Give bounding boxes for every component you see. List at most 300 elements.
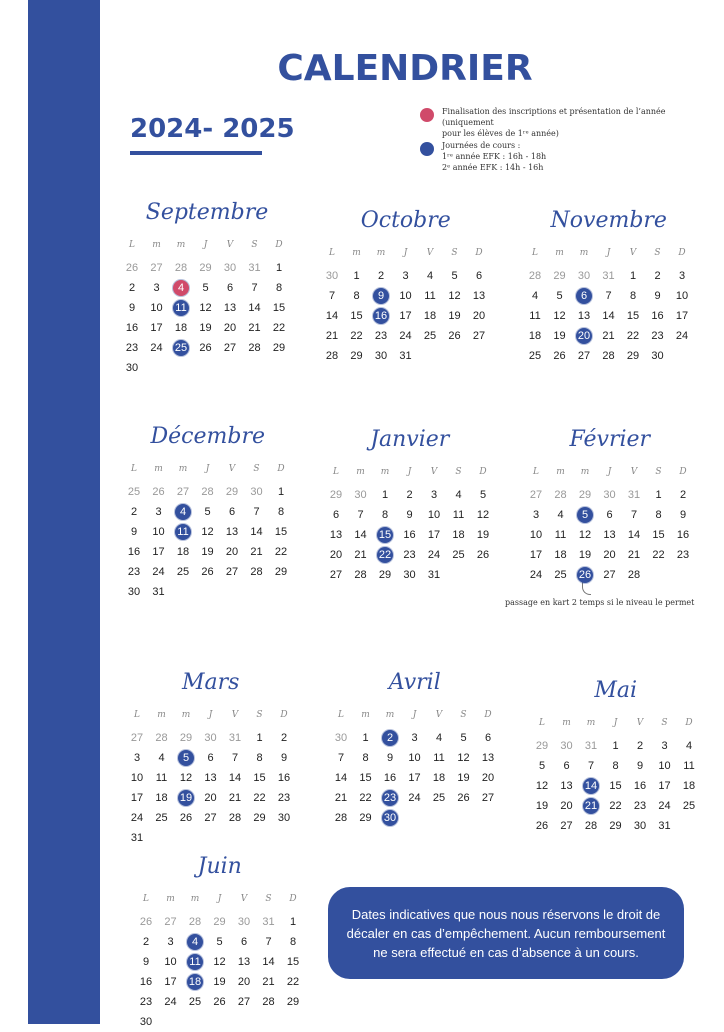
weekday-label: L [333, 467, 339, 477]
calendar-day: 9 [654, 290, 661, 302]
previous-month-day: 27 [130, 732, 144, 744]
weekday-label: V [435, 710, 443, 720]
calendar-day: 27 [225, 566, 239, 578]
previous-month-day: 31 [584, 740, 598, 752]
calendar-day: 13 [560, 780, 573, 792]
calendar-day: 24 [427, 549, 441, 561]
calendar-day: 25 [432, 792, 446, 804]
calendar-day: 1 [256, 732, 263, 744]
calendar-day: 8 [289, 936, 297, 948]
previous-month-day: 31 [602, 270, 615, 282]
calendar-day: 19 [213, 976, 226, 988]
previous-month-day: 29 [179, 732, 193, 744]
weekday-label: m [356, 467, 365, 477]
calendar-day: 13 [481, 752, 495, 764]
weekday-label: S [455, 467, 462, 477]
calendar-day: 1 [275, 262, 283, 274]
month-name: Février [569, 427, 651, 452]
calendar-day: 2 [406, 489, 413, 501]
calendar-day: 2 [654, 270, 661, 282]
previous-month-day: 29 [329, 489, 343, 501]
calendar-day: 10 [130, 772, 144, 784]
calendar-day: 20 [481, 772, 495, 784]
calendar-day: 31 [399, 350, 412, 362]
calendar-day: 5 [202, 282, 209, 294]
calendar-day: 22 [253, 792, 266, 804]
previous-month-day: 31 [262, 916, 275, 928]
calendar-day: 2 [280, 732, 288, 744]
previous-month-day: 26 [152, 486, 165, 498]
calendar-day: 5 [460, 732, 467, 744]
calendar-day: 9 [386, 752, 394, 764]
calendar-day: 25 [423, 330, 437, 342]
previous-month-day: 28 [174, 262, 188, 274]
month-name: Octobre [360, 208, 451, 233]
weekday-label: S [253, 464, 260, 474]
calendar-day: 26 [448, 330, 461, 342]
calendar-day: 24 [130, 812, 144, 824]
calendar-day: 8 [362, 752, 369, 764]
weekday-label: V [240, 894, 248, 904]
weekday-label: L [143, 894, 149, 904]
previous-month-day: 27 [529, 489, 543, 501]
calendar-day: 6 [228, 506, 236, 518]
calendar-day: 20 [329, 549, 343, 561]
calendar-day: 16 [383, 772, 397, 784]
previous-month-day: 30 [334, 732, 348, 744]
calendar-day: 2 [679, 489, 687, 501]
calendar-day: 17 [164, 976, 177, 988]
previous-month-day: 30 [560, 740, 573, 752]
previous-month-day: 27 [176, 486, 190, 498]
calendar-day: 3 [153, 282, 160, 294]
calendar-day: 9 [679, 509, 687, 521]
calendar-day: 15 [609, 780, 622, 792]
calendar-day: 21 [250, 546, 263, 558]
weekday-label: S [251, 240, 258, 250]
calendar-day: 22 [652, 549, 665, 561]
weekday-label: J [412, 710, 417, 720]
calendar-day: 6 [484, 732, 492, 744]
calendar-day: 12 [199, 302, 212, 314]
previous-month-day: 28 [188, 916, 202, 928]
calendar-day: 15 [359, 772, 372, 784]
calendar-day: 1 [612, 740, 619, 752]
legend-event-dot [420, 108, 434, 122]
calendar-day: 26 [213, 996, 226, 1008]
course-day: 14 [579, 776, 603, 796]
calendar-day: 13 [223, 302, 237, 314]
calendar-day: 22 [609, 800, 622, 812]
calendar-day: 30 [651, 350, 664, 362]
calendar-day: 6 [606, 509, 613, 521]
weekday-label: J [606, 248, 611, 258]
calendar-day: 15 [272, 302, 286, 314]
calendar-day: 29 [274, 566, 288, 578]
calendar-day: 24 [658, 800, 671, 812]
weekday-label: m [580, 467, 590, 477]
calendar-day: 18 [176, 546, 190, 558]
calendar-day: 5 [556, 290, 563, 302]
course-day: 21 [579, 796, 603, 816]
weekday-label: D [484, 710, 492, 720]
calendar-day: 10 [152, 526, 165, 538]
calendar-day: 20 [225, 546, 239, 558]
calendar-day: 14 [354, 529, 367, 541]
calendar-day: 22 [359, 792, 372, 804]
weekday-label: J [203, 240, 208, 250]
calendar-day: 27 [204, 812, 217, 824]
calendar-day: 23 [139, 996, 153, 1008]
calendar-day: 17 [427, 529, 441, 541]
calendar-day: 30 [633, 820, 647, 832]
calendar-day: 28 [584, 820, 598, 832]
previous-month-day: 28 [201, 486, 214, 498]
calendar-day: 23 [277, 792, 291, 804]
calendar-day: 21 [228, 792, 242, 804]
calendar-day: 10 [150, 302, 163, 314]
calendar-day: 4 [531, 290, 539, 302]
previous-month-day: 28 [528, 270, 542, 282]
weekday-label: S [654, 248, 661, 258]
calendar-day: 20 [237, 976, 251, 988]
calendar-day: 14 [602, 310, 615, 322]
calendar-day: 19 [448, 310, 461, 322]
calendar-day: 4 [426, 270, 434, 282]
calendar-day: 23 [633, 800, 647, 812]
previous-month-day: 30 [577, 270, 591, 282]
calendar-day: 18 [432, 772, 446, 784]
calendar-day: 15 [253, 772, 266, 784]
calendar-day: 29 [626, 350, 640, 362]
calendar-day: 6 [207, 752, 214, 764]
weekday-label: L [532, 248, 538, 258]
calendar-day: 5 [479, 489, 487, 501]
weekday-label: L [539, 718, 545, 728]
calendar-day: 9 [636, 760, 644, 772]
weekday-label: V [629, 248, 637, 258]
course-day: 4 [183, 932, 207, 952]
calendar-day: 11 [452, 509, 465, 521]
calendar-day: 7 [251, 282, 258, 294]
course-day: 9 [369, 286, 393, 306]
weekday-label: m [190, 894, 200, 904]
calendar-day: 18 [554, 549, 567, 561]
calendar-day: 26 [476, 549, 490, 561]
calendar-day: 15 [286, 956, 300, 968]
previous-month-day: 30 [325, 270, 339, 282]
calendar-day: 26 [199, 342, 212, 354]
calendar-day: 26 [201, 566, 214, 578]
calendar-day: 29 [350, 350, 363, 362]
calendar-day: 12 [448, 290, 461, 302]
previous-month-day: 26 [139, 916, 153, 928]
calendar-day: 1 [362, 732, 369, 744]
weekday-label: m [586, 718, 596, 728]
calendar-day: 1 [629, 270, 637, 282]
course-day: 22 [373, 545, 397, 565]
calendar-day: 21 [325, 330, 339, 342]
calendar-day: 6 [332, 509, 340, 521]
calendar-day: 20 [560, 800, 573, 812]
calendar-day: 29 [253, 812, 266, 824]
previous-month-day: 30 [204, 732, 217, 744]
calendar-day: 16 [127, 546, 141, 558]
previous-month-day: 29 [535, 740, 549, 752]
calendar-day: 24 [408, 792, 421, 804]
calendar-day: 19 [199, 322, 212, 334]
calendar-day: 28 [354, 569, 367, 581]
month-name: Avril [388, 670, 441, 695]
calendar-day: 3 [532, 509, 540, 521]
calendar-day: 5 [204, 506, 211, 518]
calendar-day: 17 [152, 546, 165, 558]
calendar-day: 16 [125, 322, 139, 334]
weekday-label: D [289, 894, 297, 904]
calendar-day: 20 [223, 322, 237, 334]
weekday-label: V [426, 248, 434, 258]
course-day: 26 [573, 565, 597, 585]
course-day: 19 [174, 788, 198, 808]
calendar-day: 10 [529, 529, 543, 541]
calendar-day: 10 [658, 760, 671, 772]
weekday-label: m [154, 464, 163, 474]
calendar-day: 1 [381, 489, 389, 501]
calendar-day: 4 [685, 740, 693, 752]
calendar-day: 31 [130, 832, 144, 844]
calendar-day: 14 [262, 956, 275, 968]
calendar-day: 5 [216, 936, 223, 948]
calendar-day: 10 [164, 956, 177, 968]
calendar-day: 8 [381, 509, 389, 521]
previous-month-day: 30 [354, 489, 367, 501]
calendar-day: 28 [325, 350, 339, 362]
calendar-day: 28 [602, 350, 615, 362]
calendar-day: 14 [228, 772, 242, 784]
calendar-day: 30 [374, 350, 388, 362]
calendar-day: 8 [277, 506, 285, 518]
february-note: passage en kart 2 temps si le niveau le permet [505, 598, 695, 607]
calendar-day: 25 [188, 996, 202, 1008]
calendar-day: 26 [553, 350, 566, 362]
calendar-day: 27 [329, 569, 343, 581]
previous-month-day: 27 [164, 916, 177, 928]
weekday-label: m [181, 710, 191, 720]
calendar-day: 1 [353, 270, 360, 282]
weekday-label: m [376, 248, 386, 258]
calendar-day: 19 [457, 772, 470, 784]
calendar-day: 17 [150, 322, 163, 334]
calendar-day: 29 [378, 569, 392, 581]
calendar-day: 22 [350, 330, 363, 342]
calendar-day: 17 [529, 549, 543, 561]
course-day: 5 [573, 505, 597, 525]
calendar-day: 25 [682, 800, 696, 812]
calendar-day: 8 [353, 290, 360, 302]
weekday-label: D [479, 467, 487, 477]
calendar-day: 12 [535, 780, 549, 792]
calendar-day: 4 [158, 752, 165, 764]
calendar-day: 7 [357, 509, 364, 521]
calendar-day: 2 [128, 282, 136, 294]
calendar-day: 25 [452, 549, 465, 561]
calendar-day: 29 [272, 342, 286, 354]
calendar-day: 11 [424, 290, 436, 302]
course-day: 25 [169, 338, 193, 358]
weekday-label: m [579, 248, 589, 258]
course-day: 5 [174, 748, 198, 768]
calendar-day: 18 [682, 780, 696, 792]
weekday-label: S [451, 248, 458, 258]
weekday-label: m [555, 248, 564, 258]
weekday-label: J [208, 710, 213, 720]
calendar-day: 20 [472, 310, 486, 322]
weekday-label: D [678, 248, 686, 258]
previous-month-day: 29 [225, 486, 239, 498]
calendar-day: 22 [272, 322, 286, 334]
weekday-label: L [134, 710, 140, 720]
sidebar-band [28, 0, 100, 1024]
calendar-day: 8 [256, 752, 263, 764]
calendar-day: 2 [142, 936, 150, 948]
weekday-label: m [556, 467, 565, 477]
previous-month-day: 30 [223, 262, 237, 274]
month-name: Juin [197, 854, 242, 879]
calendar-day: 15 [626, 310, 640, 322]
calendar-day: 12 [476, 509, 490, 521]
event-day: 4 [169, 278, 193, 298]
weekday-label: S [655, 467, 662, 477]
weekday-label: D [685, 718, 693, 728]
calendar-day: 16 [403, 529, 416, 541]
course-day: 18 [183, 972, 207, 992]
calendar-day: 6 [240, 936, 248, 948]
course-day: 11 [183, 952, 207, 972]
calendar-day: 20 [204, 792, 217, 804]
calendar-day: 19 [201, 546, 214, 558]
calendar-day: 8 [275, 282, 283, 294]
calendar-day: 14 [627, 529, 641, 541]
calendar-day: 8 [612, 760, 619, 772]
previous-month-day: 29 [578, 489, 592, 501]
course-day: 11 [169, 298, 193, 318]
calendar-day: 9 [128, 302, 136, 314]
calendar-day: 25 [176, 566, 190, 578]
calendar-day: 1 [289, 916, 297, 928]
calendar-day: 23 [374, 330, 388, 342]
calendar-day: 21 [602, 330, 615, 342]
weekday-label: L [129, 240, 135, 250]
calendar-day: 12 [457, 752, 470, 764]
weekday-label: D [277, 464, 285, 474]
calendar-day: 4 [435, 732, 443, 744]
weekday-label: S [256, 710, 263, 720]
calendar-day: 14 [250, 526, 263, 538]
weekday-label: J [607, 467, 612, 477]
weekday-label: V [226, 240, 234, 250]
weekday-label: V [630, 467, 638, 477]
calendar-day: 19 [476, 529, 490, 541]
calendar-day: 16 [139, 976, 153, 988]
calendar-day: 24 [152, 566, 165, 578]
weekday-label: V [231, 710, 239, 720]
previous-month-day: 28 [155, 732, 168, 744]
legend-course-dot [420, 142, 434, 156]
calendar-day: 2 [636, 740, 644, 752]
previous-month-day: 31 [627, 489, 641, 501]
month-name: Mai [594, 678, 638, 703]
calendar-day: 21 [248, 322, 261, 334]
page-title: CALENDRIER [277, 48, 533, 89]
weekday-label: m [157, 710, 166, 720]
weekday-label: m [166, 894, 175, 904]
weekday-label: m [152, 240, 161, 250]
weekday-label: J [613, 718, 618, 728]
calendar-day: 3 [661, 740, 668, 752]
calendar-day: 27 [481, 792, 495, 804]
calendar-day: 30 [127, 586, 141, 598]
calendar-day: 2 [130, 506, 138, 518]
previous-month-day: 29 [213, 916, 226, 928]
weekday-label: V [430, 467, 438, 477]
calendar-day: 3 [155, 506, 162, 518]
calendar-day: 16 [277, 772, 291, 784]
school-year: 2024- 2025 [130, 114, 295, 144]
month-name: Mars [182, 670, 240, 695]
calendar-day: 6 [226, 282, 234, 294]
calendar-day: 28 [248, 342, 261, 354]
calendar-day: 24 [399, 330, 412, 342]
previous-month-day: 30 [250, 486, 263, 498]
calendar-day: 7 [265, 936, 272, 948]
calendar-day: 19 [535, 800, 549, 812]
course-day: 6 [572, 286, 596, 306]
calendar-day: 12 [179, 772, 193, 784]
previous-month-day: 27 [150, 262, 163, 274]
weekday-label: J [217, 894, 222, 904]
calendar-day: 27 [577, 350, 591, 362]
calendar-day: 25 [528, 350, 542, 362]
calendar-day: 23 [651, 330, 664, 342]
calendar-day: 27 [603, 569, 616, 581]
calendar-day: 16 [633, 780, 647, 792]
calendar-day: 23 [403, 549, 416, 561]
calendar-day: 31 [427, 569, 441, 581]
calendar-day: 29 [286, 996, 300, 1008]
calendar-day: 27 [560, 820, 573, 832]
calendar-day: 14 [334, 772, 348, 784]
previous-month-day: 25 [127, 486, 141, 498]
course-day: 23 [378, 788, 402, 808]
calendar-day: 29 [359, 812, 372, 824]
calendar-day: 27 [223, 342, 237, 354]
weekday-label: m [385, 710, 395, 720]
weekday-label: m [562, 718, 571, 728]
weekday-label: S [661, 718, 668, 728]
weekday-label: m [352, 248, 361, 258]
calendar-day: 30 [139, 1016, 153, 1028]
calendar-day: 3 [133, 752, 141, 764]
calendar-day: 29 [609, 820, 622, 832]
calendar-day: 20 [603, 549, 616, 561]
previous-month-day: 29 [199, 262, 212, 274]
calendar-day: 13 [225, 526, 239, 538]
calendar-day: 6 [475, 270, 483, 282]
calendar-day: 23 [125, 342, 139, 354]
calendar-day: 16 [651, 310, 664, 322]
year-underline [130, 151, 262, 155]
calendar-day: 11 [683, 760, 695, 772]
